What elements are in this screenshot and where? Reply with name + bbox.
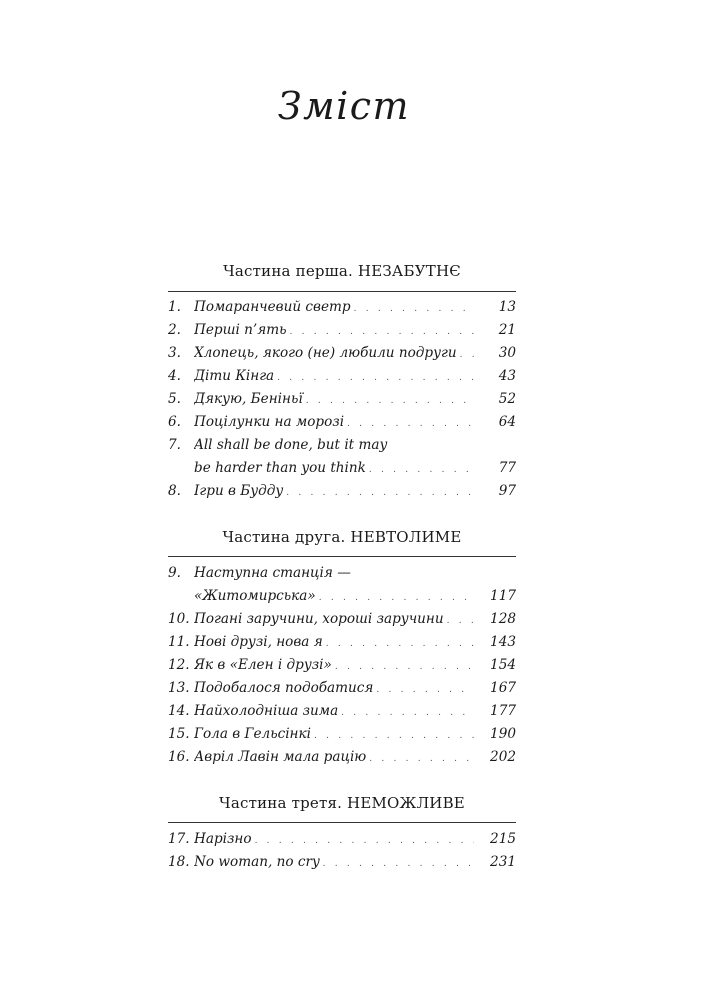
chapter-title [194,746,474,771]
toc-entry[interactable] [168,608,516,631]
page-number: 167 [490,680,516,696]
chapter-title-text: Найхолодніша зима [194,703,339,719]
chapter-title [194,480,474,505]
page-number: 154 [490,657,516,673]
chapter-title-text: Гола в Гельсінкі [194,726,311,742]
page-number: 143 [490,634,516,650]
chapter-title [194,654,474,679]
chapter-title [194,700,474,725]
toc-entry[interactable] [168,677,516,700]
dot-leader [354,298,474,321]
chapter-title-text: Перші п’ять [194,322,287,338]
chapter-title [194,608,474,633]
chapter-title-text: Подобалося подобатися [194,680,374,696]
toc-list [168,296,516,503]
toc-list [168,828,516,874]
page-number: 13 [498,299,516,315]
chapter-number: 17. [168,831,190,847]
toc-entry[interactable] [168,480,516,503]
dot-leader [323,853,474,876]
chapter-title-text: «Житомирська» [194,588,316,604]
dot-leader [341,702,474,725]
chapter-title-text: No woman, no cry [194,854,320,870]
toc-entry[interactable] [168,434,516,457]
dot-leader [319,587,474,610]
chapter-title [194,631,474,656]
chapter-number: 8. [168,483,181,499]
dot-leader [306,390,474,413]
part-heading: Частина перша. НЕЗАБУТНЄ [223,262,461,280]
part-heading: Частина третя. НЕМОЖЛИВЕ [219,794,465,812]
chapter-number: 2. [168,322,181,338]
chapter-number: 10. [168,611,190,627]
dot-leader [369,459,474,482]
chapter-title [194,562,474,585]
part-heading: Частина друга. НЕВТОЛИМЕ [222,528,462,546]
page-number: 177 [490,703,516,719]
chapter-title [194,723,474,748]
chapter-title-text: Ігри в Будду [194,483,284,499]
chapter-title [194,388,474,413]
toc-entry[interactable] [168,562,516,585]
page-number: 21 [498,322,516,338]
dot-leader [376,679,474,702]
toc-entry[interactable] [168,411,516,434]
page-number: 64 [498,414,516,430]
chapter-title [194,585,474,610]
toc-entry[interactable] [168,585,516,608]
chapter-title [194,677,474,702]
chapter-title-text: Помаранчевий светр [194,299,351,315]
chapter-number: 9. [168,565,181,581]
toc-entry[interactable] [168,746,516,769]
dot-leader [447,610,474,633]
chapter-title [194,828,474,853]
chapter-number: 6. [168,414,181,430]
chapter-title-text: All shall be done, but it may [194,437,388,453]
toc-entry[interactable] [168,723,516,746]
chapter-number: 12. [168,657,190,673]
toc-entry[interactable] [168,319,516,342]
chapter-title-text: Нові друзі, нова я [194,634,323,650]
toc-entry[interactable] [168,828,516,851]
chapter-title [194,411,474,436]
chapter-number: 5. [168,391,181,407]
chapter-title-text: Наступна станція — [194,565,351,581]
chapter-number: 7. [168,437,181,453]
chapter-title [194,365,474,390]
toc-entry[interactable] [168,388,516,411]
chapter-title-text: Як в «Елен і друзі» [194,657,332,673]
toc-list [168,562,516,769]
dot-leader [314,725,474,748]
toc-entry[interactable] [168,342,516,365]
section-divider [168,291,516,292]
page-number: 215 [490,831,516,847]
dot-leader [326,633,474,656]
chapter-title-text: Авріл Лавін мала рацію [194,749,367,765]
toc-entry[interactable] [168,654,516,677]
page-number: 231 [490,854,516,870]
toc-entry[interactable] [168,851,516,874]
chapter-number: 4. [168,368,181,384]
dot-leader [335,656,474,679]
chapter-title-text: Нарізно [194,831,252,847]
chapter-title-text: Поцілунки на морозі [194,414,345,430]
dot-leader [347,413,474,436]
page-number: 77 [498,460,516,476]
chapter-number: 18. [168,854,190,870]
page-number: 97 [498,483,516,499]
dot-leader [286,482,474,505]
chapter-title-text: be harder than you think [194,460,366,476]
dot-leader [369,748,474,771]
dot-leader [277,367,474,390]
page-number: 52 [498,391,516,407]
chapter-title [194,319,474,344]
chapter-number: 13. [168,680,190,696]
chapter-number: 15. [168,726,190,742]
chapter-number: 11. [168,634,190,650]
chapter-number: 14. [168,703,190,719]
page-number: 43 [498,368,516,384]
section-divider [168,822,516,823]
page-title: Зміст [277,84,411,128]
toc-entry[interactable] [168,296,516,319]
page-number: 190 [490,726,516,742]
chapter-number: 1. [168,299,181,315]
toc-entry[interactable] [168,457,516,480]
chapter-title [194,851,474,876]
toc-entry[interactable] [168,700,516,723]
chapter-title [194,434,474,457]
chapter-title-text: Дякую, Беніньї [194,391,303,407]
chapter-title [194,296,474,321]
dot-leader [255,830,474,853]
section-divider [168,556,516,557]
page-number: 30 [498,345,516,361]
chapter-number: 16. [168,749,190,765]
toc-entry[interactable] [168,365,516,388]
chapter-title [194,457,474,482]
chapter-title-text: Діти Кінга [194,368,275,384]
dot-leader [460,344,474,367]
page-number: 202 [490,749,516,765]
chapter-title-text: Хлопець, якого (не) любили подруги [194,345,457,361]
toc-entry[interactable] [168,631,516,654]
chapter-title [194,342,474,367]
page-number: 128 [490,611,516,627]
page-number: 117 [490,588,516,604]
chapter-title-text: Погані заручини, хороші заручини [194,611,444,627]
dot-leader [290,321,474,344]
chapter-number: 3. [168,345,181,361]
